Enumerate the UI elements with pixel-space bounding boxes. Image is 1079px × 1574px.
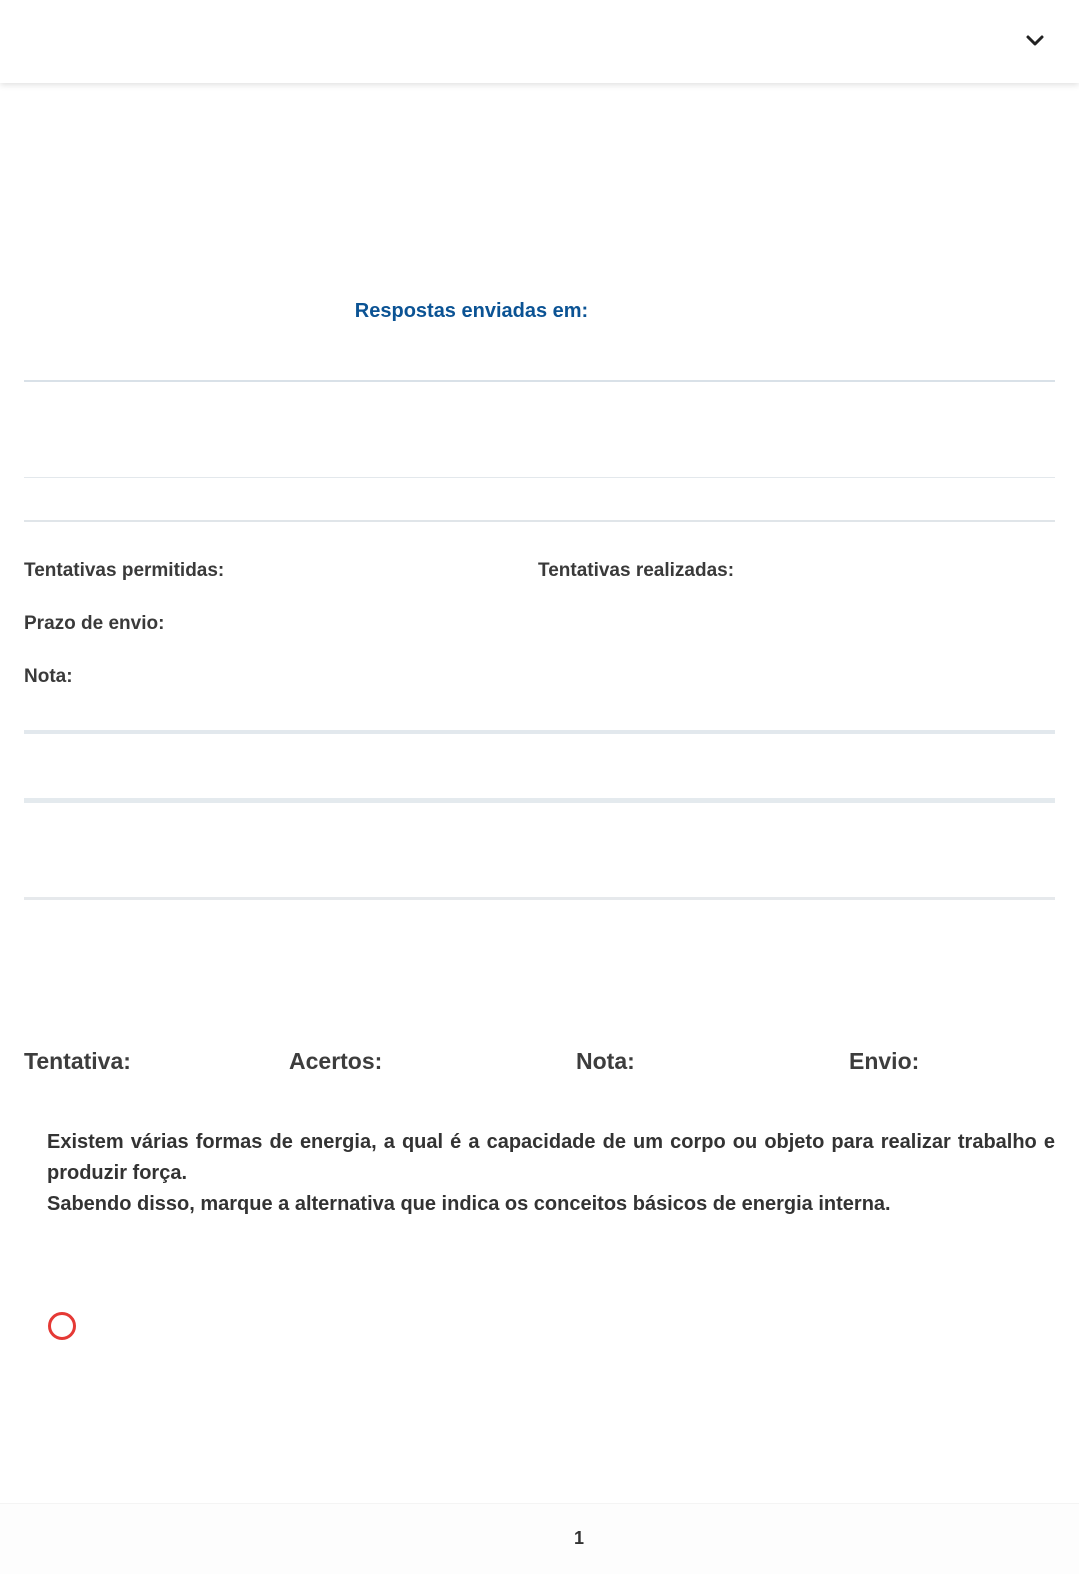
- attempt-header: Tentativa:: [24, 1048, 131, 1074]
- grade-label: Nota:: [24, 666, 73, 687]
- attempts-made-label: Tentativas realizadas:: [538, 560, 735, 581]
- attempts-allowed-label: Tentativas permitidas:: [24, 560, 225, 581]
- question-paragraph: Sabendo disso, marque a alternativa que indica os conceitos básicos de energia interna.: [47, 1193, 891, 1215]
- grade-header: Nota:: [576, 1048, 635, 1074]
- correct-answers-header: Acertos:: [289, 1048, 383, 1074]
- top-bar: [0, 0, 1079, 83]
- chevron-down-icon[interactable]: [1022, 28, 1048, 54]
- question-paragraph: Existem várias formas de energia, a qual é a capacidade de um corpo ou objeto para realizar trabalho e produzir força.: [47, 1131, 1055, 1184]
- divider: [24, 380, 1055, 382]
- submission-header: Envio:: [849, 1048, 920, 1074]
- divider: [24, 477, 1055, 478]
- submitted-at-label: Respostas enviadas em:: [354, 300, 589, 322]
- pagination-footer: [0, 1503, 1079, 1574]
- divider: [24, 897, 1055, 900]
- question-text: [47, 1127, 1055, 1220]
- divider: [24, 798, 1055, 803]
- answer-option-radio[interactable]: [48, 1312, 76, 1340]
- page-number[interactable]: 1: [574, 1528, 585, 1548]
- divider: [24, 730, 1055, 734]
- deadline-label: Prazo de envio:: [24, 613, 165, 634]
- divider: [24, 520, 1055, 522]
